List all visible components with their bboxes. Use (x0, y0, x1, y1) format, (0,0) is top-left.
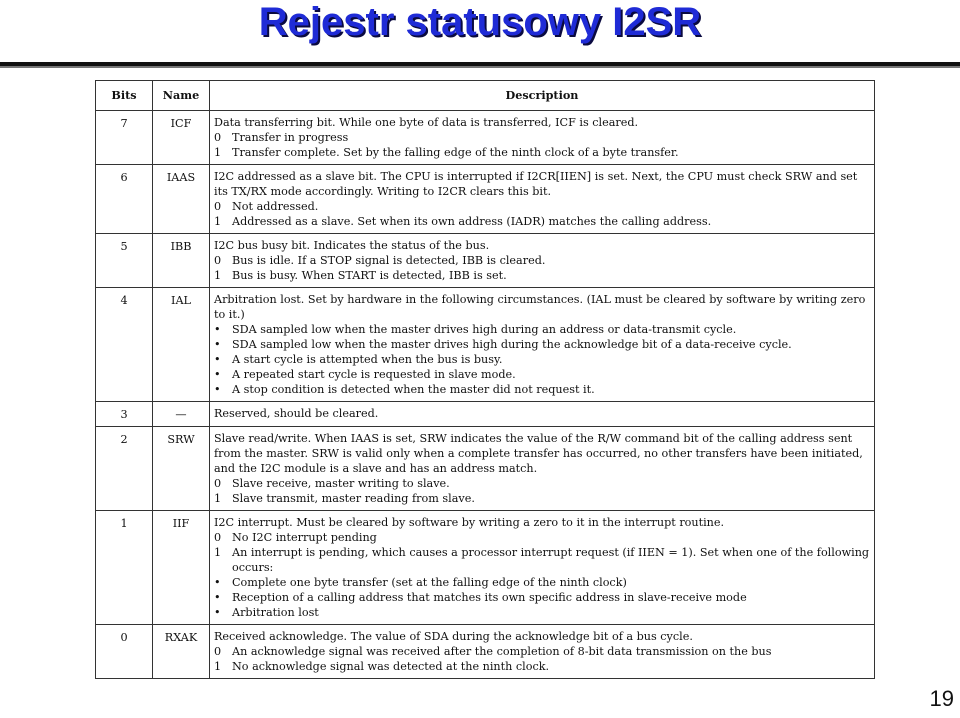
description-cell (210, 165, 875, 234)
value-text: Slave receive, master writing to slave. (232, 477, 450, 490)
bullet-text: A repeated start cycle is requested in slave mode. (232, 368, 516, 381)
value-code: 1 (214, 492, 222, 505)
bit-name-cell: IAAS (153, 165, 210, 234)
value-text: No acknowledge signal was detected at the ninth clock. (232, 660, 550, 673)
table-row (96, 288, 875, 402)
bit-number-cell: 3 (96, 402, 153, 427)
bullet-icon: • (214, 353, 221, 366)
bit-name-cell: IIF (153, 511, 210, 625)
value-code: 0 (214, 477, 222, 490)
value-code: 1 (214, 146, 222, 159)
value-definition (214, 145, 870, 160)
bit-number-cell: 7 (96, 111, 153, 165)
value-text: Bus is busy. When START is detected, IBB is set. (232, 269, 507, 282)
description-cell (210, 288, 875, 402)
header-name: Name (153, 81, 210, 111)
value-code: 0 (214, 254, 222, 267)
bit-name-cell: ICF (153, 111, 210, 165)
value-code: 0 (214, 645, 222, 658)
table-row (96, 111, 875, 165)
value-definition (214, 659, 870, 674)
bullet-icon: • (214, 591, 221, 604)
value-definition (214, 644, 870, 659)
slide-title: Rejestr statusowy I2SR (258, 0, 702, 44)
bit-name-cell: IBB (153, 234, 210, 288)
table-body (96, 111, 875, 679)
value-definition (214, 214, 870, 229)
bit-name-cell: — (153, 402, 210, 427)
bullet-text: Arbitration lost (232, 606, 319, 619)
value-text: Transfer in progress (232, 131, 349, 144)
description-text: Slave read/write. When IAAS is set, SRW indicates the value of the R/W command bit of the calling address sent from the master. SRW is valid only when a complete transfer has occurred, no other transfers have been initiated, and the I2C module is a slave and has an address match. (214, 432, 867, 475)
bullet-item (214, 382, 870, 397)
bit-number-cell: 2 (96, 427, 153, 511)
value-definition (214, 253, 870, 268)
description-cell (210, 234, 875, 288)
value-text: Slave transmit, master reading from slave. (232, 492, 475, 505)
bullet-item (214, 337, 870, 352)
bullet-item (214, 352, 870, 367)
value-code: 0 (214, 200, 222, 213)
bit-number-cell: 0 (96, 625, 153, 679)
bullet-item (214, 322, 870, 337)
bullet-item (214, 575, 870, 590)
description-text: I2C interrupt. Must be cleared by software by writing a zero to it in the interrupt routine. (214, 516, 725, 529)
bullet-icon: • (214, 576, 221, 589)
value-text: An interrupt is pending, which causes a processor interrupt request (if IIEN = 1). Set when one of the following occurs: (232, 546, 870, 574)
description-cell (210, 511, 875, 625)
description-text: I2C bus busy bit. Indicates the status of the bus. (214, 239, 490, 252)
header-description: Description (210, 81, 875, 111)
bullet-icon: • (214, 606, 221, 619)
table-row (96, 234, 875, 288)
bit-number-cell: 4 (96, 288, 153, 402)
table-row (96, 427, 875, 511)
value-code: 1 (214, 269, 222, 282)
bit-name-cell: IAL (153, 288, 210, 402)
bullet-text: Reception of a calling address that matches its own specific address in slave-receive mode (232, 591, 747, 604)
table-row (96, 511, 875, 625)
table-row (96, 165, 875, 234)
bit-number-cell: 1 (96, 511, 153, 625)
value-definition (214, 545, 870, 575)
value-definition (214, 530, 870, 545)
value-code: 0 (214, 531, 222, 544)
table-header-row (96, 81, 875, 111)
value-code: 0 (214, 131, 222, 144)
description-text: Data transferring bit. While one byte of data is transferred, ICF is cleared. (214, 116, 639, 129)
value-code: 1 (214, 215, 222, 228)
value-definition (214, 130, 870, 145)
description-cell (210, 402, 875, 427)
value-text: Not addressed. (232, 200, 319, 213)
description-cell (210, 111, 875, 165)
description-text: Received acknowledge. The value of SDA during the acknowledge bit of a bus cycle. (214, 630, 693, 643)
bullet-icon: • (214, 338, 221, 351)
value-text: Transfer complete. Set by the falling edge of the ninth clock of a byte transfer. (232, 146, 679, 159)
table-row (96, 402, 875, 427)
description-cell (210, 625, 875, 679)
bullet-text: SDA sampled low when the master drives high during an address or data-transmit cycle. (232, 323, 737, 336)
value-code: 1 (214, 660, 222, 673)
description-text: Reserved, should be cleared. (214, 407, 379, 420)
value-text: Bus is idle. If a STOP signal is detected, IBB is cleared. (232, 254, 546, 267)
table-row (96, 625, 875, 679)
register-table-container (95, 80, 874, 679)
value-text: No I2C interrupt pending (232, 531, 377, 544)
bullet-icon: • (214, 323, 221, 336)
register-bit-table (95, 80, 875, 679)
description-cell (210, 427, 875, 511)
header-bits: Bits (96, 81, 153, 111)
value-definition (214, 476, 870, 491)
description-text: Arbitration lost. Set by hardware in the following circumstances. (IAL must be cleared by software by writing zero to it.) (214, 293, 869, 321)
bullet-item (214, 605, 870, 620)
bit-name-cell: RXAK (153, 625, 210, 679)
bullet-text: A start cycle is attempted when the bus is busy. (232, 353, 503, 366)
bullet-icon: • (214, 383, 221, 396)
value-definition (214, 268, 870, 283)
bit-number-cell: 6 (96, 165, 153, 234)
bullet-item (214, 367, 870, 382)
title-divider-shadow (0, 66, 960, 68)
bullet-text: Complete one byte transfer (set at the falling edge of the ninth clock) (232, 576, 627, 589)
value-definition (214, 491, 870, 506)
value-code: 1 (214, 546, 222, 559)
bullet-item (214, 590, 870, 605)
bit-name-cell: SRW (153, 427, 210, 511)
value-text: An acknowledge signal was received after the completion of 8-bit data transmission on the bus (232, 645, 772, 658)
value-text: Addressed as a slave. Set when its own address (IADR) matches the calling address. (232, 215, 712, 228)
value-definition (214, 199, 870, 214)
description-text: I2C addressed as a slave bit. The CPU is interrupted if I2CR[IIEN] is set. Next, the CPU must check SRW and set its TX/RX mode accordingly. Writing to I2CR clears this bit. (214, 170, 861, 198)
bit-number-cell: 5 (96, 234, 153, 288)
bullet-icon: • (214, 368, 221, 381)
bullet-text: A stop condition is detected when the master did not request it. (232, 383, 595, 396)
page-number: 19 (929, 686, 954, 711)
bullet-text: SDA sampled low when the master drives high during the acknowledge bit of a data-receive cycle. (232, 338, 792, 351)
